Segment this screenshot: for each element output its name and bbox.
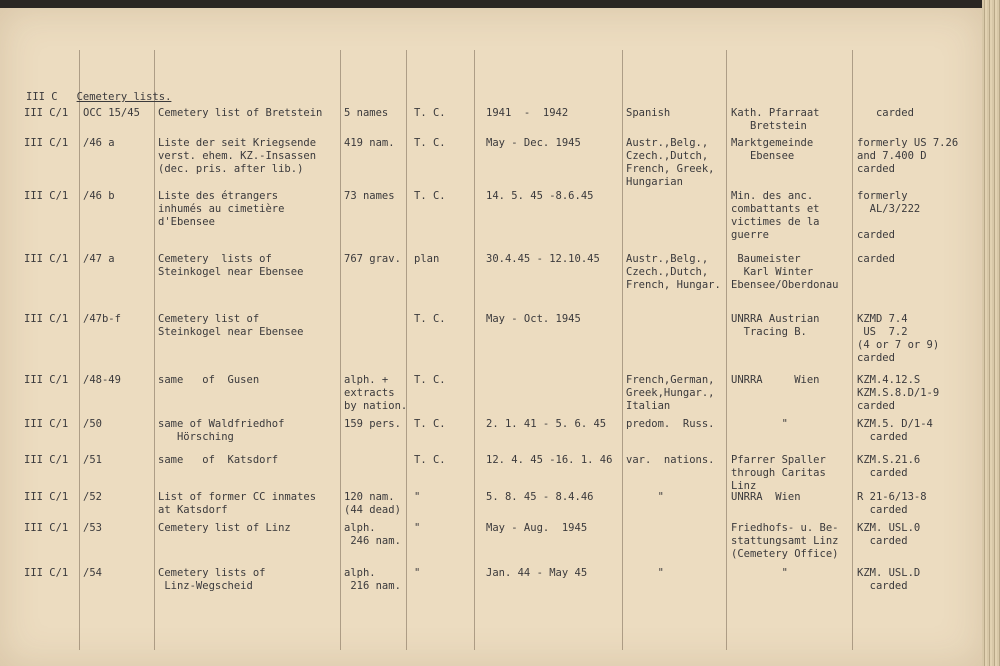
entry-ref: III C/1 bbox=[24, 522, 69, 534]
column-rule bbox=[726, 50, 727, 650]
entry-count: alph. 246 nam. bbox=[344, 522, 401, 547]
entry-source: Marktgemeinde Ebensee bbox=[731, 137, 814, 162]
entry-type: T. C. bbox=[414, 190, 446, 202]
entry-number: /47 a bbox=[83, 253, 115, 265]
entry-count: alph. 216 nam. bbox=[344, 567, 401, 592]
entry-description: same of Waldfriedhof Hörsching bbox=[158, 418, 285, 443]
entry-source: " bbox=[731, 418, 788, 430]
entry-count: 159 pers. bbox=[344, 418, 401, 430]
entry-source: Baumeister Karl Winter Ebensee/Oberdonau bbox=[731, 253, 839, 291]
entry-nationalities: var. nations. bbox=[626, 454, 715, 466]
entry-ref: III C/1 bbox=[24, 313, 69, 325]
section-title: Cemetery lists. bbox=[76, 91, 172, 103]
entry-remarks: KZM.5. D/1-4 carded bbox=[857, 418, 933, 443]
entry-ref: III C/1 bbox=[24, 107, 69, 119]
entry-number: /46 a bbox=[83, 137, 115, 149]
entry-type: T. C. bbox=[414, 374, 446, 386]
entry-source: Kath. Pfarraat Bretstein bbox=[731, 107, 820, 132]
entry-ref: III C/1 bbox=[24, 454, 69, 466]
entry-type: T. C. bbox=[414, 137, 446, 149]
column-rule bbox=[474, 50, 475, 650]
section-code: III C bbox=[26, 91, 58, 103]
entry-source: UNRRA Austrian Tracing B. bbox=[731, 313, 820, 338]
entry-remarks: carded bbox=[857, 253, 895, 265]
entry-description: Liste des étrangers inhumés au cimetière d'Ebensee bbox=[158, 190, 285, 228]
entry-nationalities: predom. Russ. bbox=[626, 418, 715, 430]
entry-source: " bbox=[731, 567, 788, 579]
entry-remarks: KZM.4.12.S KZM.S.8.D/1-9 carded bbox=[857, 374, 940, 412]
entry-source: UNRRA Wien bbox=[731, 374, 820, 386]
entry-description: Cemetery list of Steinkogel near Ebensee bbox=[158, 313, 304, 338]
entry-type: T. C. bbox=[414, 418, 446, 430]
entry-remarks: formerly US 7.26 and 7.400 D carded bbox=[857, 137, 959, 175]
entry-number: OCC 15/45 bbox=[83, 107, 140, 119]
entry-ref: III C/1 bbox=[24, 491, 69, 503]
entry-number: /48-49 bbox=[83, 374, 121, 386]
entry-remarks: KZM. USL.0 carded bbox=[857, 522, 921, 547]
entry-count: 767 grav. bbox=[344, 253, 401, 265]
entry-ref: III C/1 bbox=[24, 137, 69, 149]
entry-count: 120 nam. (44 dead) bbox=[344, 491, 401, 516]
entry-nationalities: Austr.,Belg., Czech.,Dutch, French, Greek, Hungarian bbox=[626, 137, 715, 188]
entry-remarks: R 21-6/13-8 carded bbox=[857, 491, 927, 516]
column-rule bbox=[622, 50, 623, 650]
entry-date-range: May - Oct. 1945 bbox=[486, 313, 581, 325]
entry-description: List of former CC inmates at Katsdorf bbox=[158, 491, 317, 516]
entry-count: 5 names bbox=[344, 107, 389, 119]
entry-type: plan bbox=[414, 253, 440, 265]
entry-description: Liste der seit Kriegsende verst. ehem. KZ.-Insassen (dec. pris. after lib.) bbox=[158, 137, 317, 175]
entry-source: Pfarrer Spaller through Caritas Linz bbox=[731, 454, 826, 492]
entry-date-range: 30.4.45 - 12.10.45 bbox=[486, 253, 600, 265]
entry-source: Friedhofs- u. Be- stattungsamt Linz (Cemetery Office) bbox=[731, 522, 839, 560]
document-page bbox=[0, 8, 982, 666]
entry-nationalities: " bbox=[626, 491, 664, 503]
entry-date-range: 1941 - 1942 bbox=[486, 107, 569, 119]
entry-number: /53 bbox=[83, 522, 102, 534]
entry-description: Cemetery list of Bretstein bbox=[158, 107, 323, 119]
entry-count: alph. + extracts by nation. bbox=[344, 374, 408, 412]
entry-number: /46 b bbox=[83, 190, 115, 202]
column-rule bbox=[340, 50, 341, 650]
entry-nationalities: French,German, Greek,Hungar., Italian bbox=[626, 374, 715, 412]
entry-type: " bbox=[414, 491, 421, 503]
entry-number: /51 bbox=[83, 454, 102, 466]
entry-number: /54 bbox=[83, 567, 102, 579]
entry-count: 419 nam. bbox=[344, 137, 395, 149]
column-rule bbox=[79, 50, 80, 650]
entry-description: Cemetery lists of Linz-Wegscheid bbox=[158, 567, 266, 592]
entry-ref: III C/1 bbox=[24, 374, 69, 386]
entry-number: /50 bbox=[83, 418, 102, 430]
entry-remarks: KZM. USL.D carded bbox=[857, 567, 921, 592]
entry-remarks: formerly AL/3/222 carded bbox=[857, 190, 921, 241]
entry-date-range: Jan. 44 - May 45 bbox=[486, 567, 588, 579]
entry-date-range: 14. 5. 45 -8.6.45 bbox=[486, 190, 594, 202]
entry-source: UNRRA Wien bbox=[731, 491, 801, 503]
entry-remarks: KZM.S.21.6 carded bbox=[857, 454, 921, 479]
entry-number: /47b-f bbox=[83, 313, 121, 325]
entry-nationalities: Spanish bbox=[626, 107, 671, 119]
column-rule bbox=[406, 50, 407, 650]
entry-ref: III C/1 bbox=[24, 253, 69, 265]
entry-ref: III C/1 bbox=[24, 418, 69, 430]
entry-nationalities: Austr.,Belg., Czech.,Dutch, French, Hungar. bbox=[626, 253, 721, 291]
entry-date-range: 12. 4. 45 -16. 1. 46 bbox=[486, 454, 613, 466]
entry-description: same of Katsdorf bbox=[158, 454, 279, 466]
entry-source: Min. des anc. combattants et victimes de la guerre bbox=[731, 190, 820, 241]
entry-description: Cemetery lists of Steinkogel near Ebensee bbox=[158, 253, 304, 278]
entry-number: /52 bbox=[83, 491, 102, 503]
entry-date-range: 2. 1. 41 - 5. 6. 45 bbox=[486, 418, 607, 430]
entry-date-range: 5. 8. 45 - 8.4.46 bbox=[486, 491, 594, 503]
entry-ref: III C/1 bbox=[24, 190, 69, 202]
entry-type: T. C. bbox=[414, 454, 446, 466]
entry-type: T. C. bbox=[414, 313, 446, 325]
entry-nationalities: " bbox=[626, 567, 664, 579]
entry-type: " bbox=[414, 522, 421, 534]
entry-date-range: May - Dec. 1945 bbox=[486, 137, 581, 149]
column-rule bbox=[154, 50, 155, 650]
entry-type: T. C. bbox=[414, 107, 446, 119]
column-rule bbox=[852, 50, 853, 650]
entry-date-range: May - Aug. 1945 bbox=[486, 522, 588, 534]
entry-description: Cemetery list of Linz bbox=[158, 522, 291, 534]
entry-remarks: carded bbox=[857, 107, 914, 119]
entry-count: 73 names bbox=[344, 190, 395, 202]
entry-remarks: KZMD 7.4 US 7.2 (4 or 7 or 9) carded bbox=[857, 313, 940, 364]
section-heading bbox=[26, 91, 171, 103]
page-edge bbox=[982, 0, 1000, 666]
entry-description: same of Gusen bbox=[158, 374, 260, 386]
entry-type: " bbox=[414, 567, 421, 579]
entry-ref: III C/1 bbox=[24, 567, 69, 579]
